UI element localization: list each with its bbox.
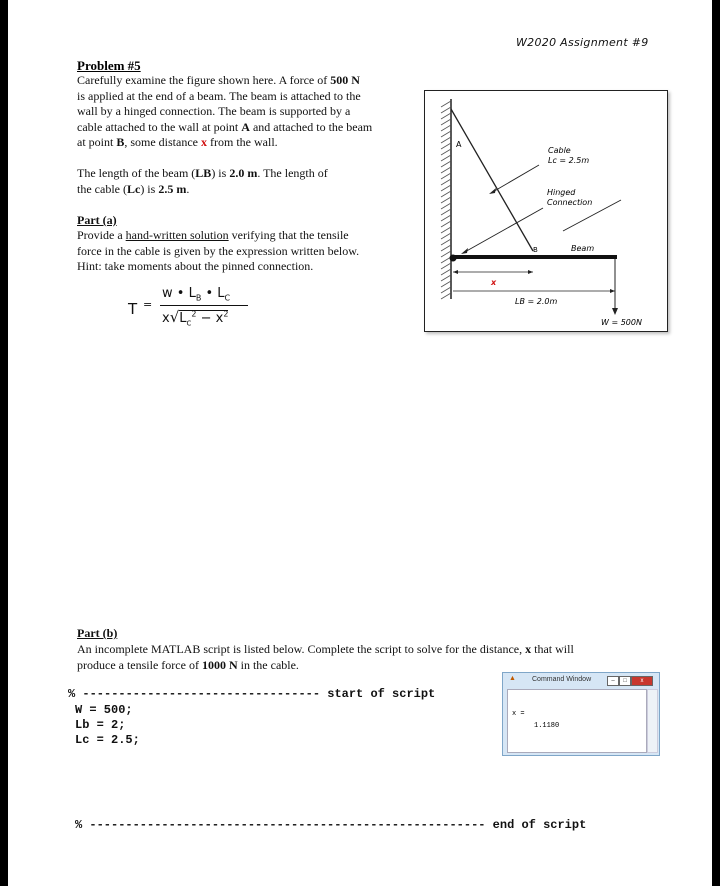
wall-hatch-line [441,113,451,119]
wall-hatch-line [441,179,451,185]
label-lc: Lc = 2.5m [548,156,590,165]
wall-hatch-line [441,155,451,161]
label-w: W = 500N [601,318,642,327]
minimize-button[interactable]: – [607,676,619,686]
wall-hatch-line [441,119,451,125]
part-a-title: Part (a) [77,213,117,227]
label-a: A [456,140,462,149]
part-b-title: Part (b) [77,626,118,640]
command-window-output[interactable] [507,689,647,753]
close-button[interactable]: x [631,676,653,686]
wall-hatch-line [441,191,451,197]
wall-hatch-line [441,293,451,299]
wall-hatch-line [441,209,451,215]
label-connection: Connection [547,198,593,207]
wall-hatch-line [441,149,451,155]
script-line-lb: Lb = 2; [75,718,126,732]
wall-hatch-line [441,245,451,251]
command-window[interactable] [502,672,660,756]
script-start-line: % --------------------------------- start of script [68,687,436,701]
wall-hatch-line [441,263,451,269]
wall-hatch-line [441,185,451,191]
output-variable: x = [512,710,525,718]
matlab-icon: ▲ [509,675,516,682]
label-hinged: Hinged [547,188,576,197]
wall-hatch-line [441,143,451,149]
wall [441,99,451,299]
cable-line [451,109,533,251]
label-x: x [491,278,497,287]
wall-hatch-line [441,173,451,179]
label-beam: Beam [571,244,595,253]
problem-description: Carefully examine the figure shown here. A force of 500 N is applied at the end of a beam. The beam is attached to the wall by a hinged connection. The beam is supported by a cable attached to the wall at point A and attached to the beam at point B, some distance x from the wall. [77,73,373,149]
hinge-pin [450,255,457,262]
beam-cable-lengths: The length of the beam (LB) is 2.0 m. The length of the cable (Lc) is 2.5 m. [77,166,328,196]
wall-hatch-line [441,239,451,245]
wall-hatch-line [441,197,451,203]
script-line-w: W = 500; [75,703,133,717]
wall-hatch-line [441,215,451,221]
cable-leader [491,165,539,193]
wall-hatch-line [441,101,451,107]
label-cable: Cable [548,146,571,155]
output-value: 1.1180 [534,722,560,730]
label-b: B [533,246,538,254]
beam [451,255,617,259]
command-window-titlebar[interactable]: ▲ Command Window – □ x [503,673,659,687]
part-b-instructions: An incomplete MATLAB script is listed below. Complete the script to solve for the distance, x that will produce a tensile force of 1000 N in the cable. [77,642,574,672]
wall-hatch-line [441,161,451,167]
wall-hatch-line [441,131,451,137]
wall-hatch-line [441,137,451,143]
maximize-button[interactable]: □ [619,676,631,686]
wall-hatch-line [441,125,451,131]
wall-hatch-line [441,227,451,233]
script-end-line: % ------------------------------------------------------- end of script [75,818,587,832]
beam-figure [424,90,668,332]
command-window-scrollbar[interactable] [647,689,658,753]
script-line-lc: Lc = 2.5; [75,733,140,747]
wall-hatch-line [441,257,451,263]
wall-hatch-line [441,221,451,227]
wall-hatch-line [441,269,451,275]
assignment-page [8,0,712,886]
wall-hatch-line [441,233,451,239]
wall-hatch-line [441,251,451,257]
fraction-bar [160,305,248,306]
wall-hatch-line [441,167,451,173]
tension-formula: T = w • $L_B$ • $L_C$ $x√L_C^2 - x^2$ [128,284,278,344]
wall-hatch-line [441,287,451,293]
wall-hatch-line [441,107,451,113]
wall-hatch-line [441,275,451,281]
label-lb: LB = 2.0m [515,297,558,306]
force-value: 500 N [330,73,360,87]
wall-hatch-line [441,281,451,287]
beam-diagram [425,91,667,331]
wall-hatch-line [441,203,451,209]
part-a-instructions: Provide a hand-written solution verifying that the tensile force in the cable is given by the expression written below. Hint: take moments about the pinned connection. [77,228,360,273]
problem-title: Problem #5 [77,58,141,73]
assignment-header: W2020 Assignment #9 [516,36,649,49]
